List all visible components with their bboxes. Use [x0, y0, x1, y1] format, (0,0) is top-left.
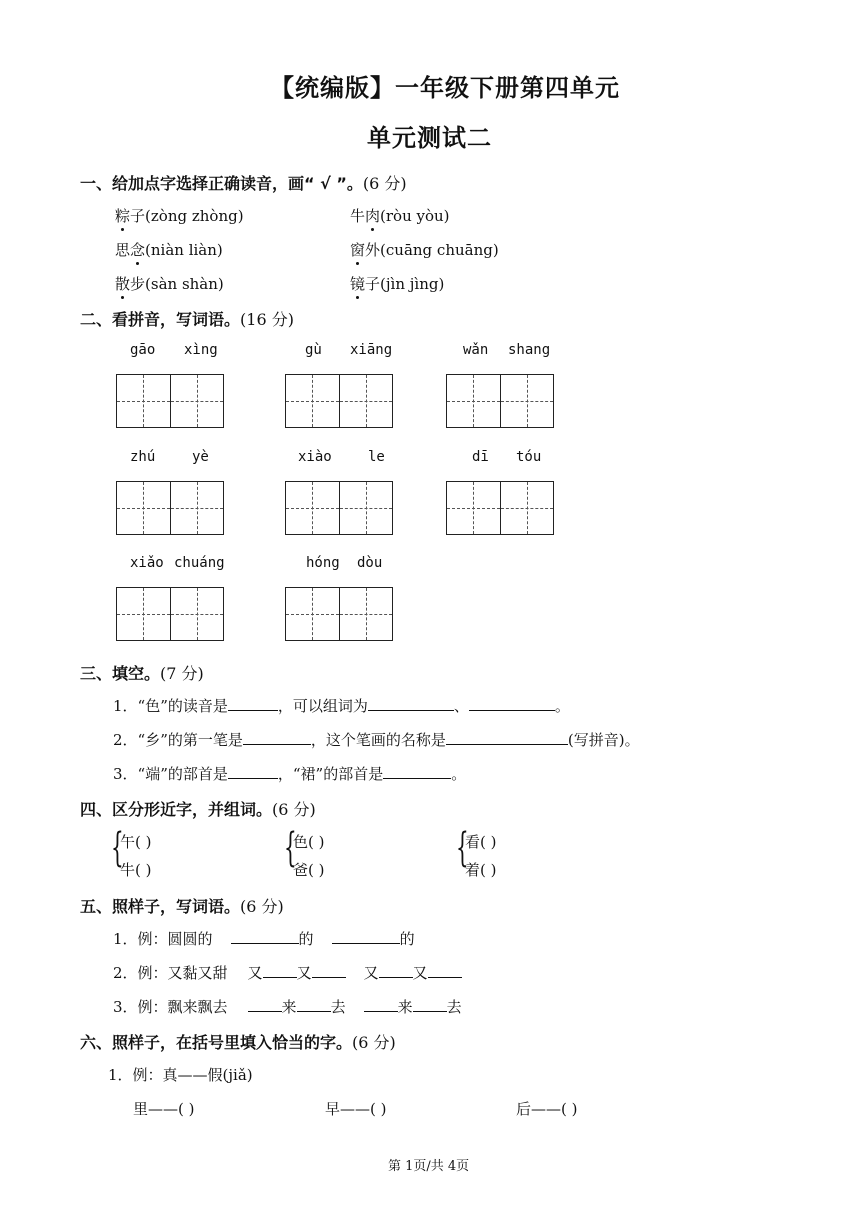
pair-item: 爸( ): [293, 861, 325, 879]
answer-blank[interactable]: [379, 962, 413, 978]
page-subtitle: 单元测试二: [367, 124, 492, 152]
answer-blank[interactable]: [368, 695, 454, 711]
answer-blank[interactable]: [263, 962, 297, 978]
answer-blank[interactable]: [297, 996, 331, 1012]
page-title: 【统编版】一年级下册第四单元: [270, 74, 620, 102]
tianzige-box[interactable]: [285, 587, 393, 641]
pinyin: yè: [192, 449, 209, 465]
brace-icon: {: [284, 825, 297, 871]
tianzige-box[interactable]: [285, 481, 393, 535]
pinyin: tóu: [516, 449, 542, 465]
brace-icon: {: [456, 825, 469, 871]
pinyin: xiāng: [350, 342, 393, 358]
tianzige-box[interactable]: [116, 374, 224, 428]
pinyin: dī: [472, 449, 489, 465]
answer-blank[interactable]: [243, 729, 311, 745]
tianzige-box[interactable]: [446, 481, 554, 535]
section-2-heading: 二、看拼音，写词语。(16 分): [80, 310, 294, 329]
fill-line-3: 3．“端”的部首是 ，“裙”的部首是 。: [113, 765, 467, 783]
page-number: 第 1页/共 4页: [388, 1159, 470, 1174]
answer-blank[interactable]: [364, 996, 398, 1012]
answer-blank[interactable]: [248, 996, 282, 1012]
pinyin: shang: [508, 342, 551, 358]
answer-blank[interactable]: [446, 729, 568, 745]
answer-blank[interactable]: [228, 695, 278, 711]
pinyin: le: [368, 449, 385, 465]
pair-item: 看( ): [465, 833, 497, 851]
section-5-heading: 五、照样子，写词语。(6 分): [80, 897, 284, 916]
pair-item: 牛( ): [120, 861, 152, 879]
tianzige-box[interactable]: [446, 374, 554, 428]
answer-blank[interactable]: [413, 996, 447, 1012]
pinyin: zhú: [130, 449, 156, 465]
example-line-1: 1．例：圆圆的 的 的: [113, 930, 415, 948]
pair-item: 午( ): [120, 833, 152, 851]
answer-blank[interactable]: [231, 928, 299, 944]
s6-item-1[interactable]: 里——( ): [133, 1100, 195, 1118]
s6-example: 1．例：真——假(jiǎ): [108, 1066, 253, 1084]
s6-item-2[interactable]: 早——( ): [325, 1100, 387, 1118]
section-6-heading: 六、照样子，在括号里填入恰当的字。(6 分): [80, 1033, 396, 1052]
pinyin: chuáng: [174, 555, 225, 571]
s1-item-6: 镜子(jìn jìng): [350, 275, 445, 293]
section-1-heading: 一、给加点字选择正确读音，画“ √ ”。(6 分): [80, 174, 407, 193]
answer-blank[interactable]: [228, 763, 278, 779]
pair-item: 色( ): [293, 833, 325, 851]
section-4-heading: 四、区分形近字，并组词。(6 分): [80, 800, 316, 819]
fill-line-2: 2．“乡”的第一笔是 ，这个笔画的名称是 (写拼音)。: [113, 731, 640, 749]
pinyin: xiǎo: [130, 555, 164, 571]
answer-blank[interactable]: [469, 695, 555, 711]
answer-blank[interactable]: [332, 928, 400, 944]
example-line-2: 2．例：又黏又甜 又 又 又 又: [113, 962, 462, 983]
s1-item-1: 粽子(zòng zhòng): [115, 207, 244, 225]
pinyin: gāo: [130, 342, 156, 358]
answer-blank[interactable]: [383, 763, 451, 779]
s6-item-3[interactable]: 后——( ): [516, 1100, 578, 1118]
pair-item: 着( ): [465, 861, 497, 879]
section-3-heading: 三、填空。(7 分): [80, 664, 204, 683]
fill-line-1: 1．“色”的读音是 ，可以组词为 、 。: [113, 697, 570, 715]
pinyin: gù: [305, 342, 322, 358]
s1-item-2: 牛肉(ròu yòu): [350, 207, 450, 225]
pinyin: xiào: [298, 449, 332, 465]
tianzige-box[interactable]: [285, 374, 393, 428]
brace-icon: {: [111, 825, 124, 871]
pinyin: wǎn: [463, 342, 489, 358]
tianzige-box[interactable]: [116, 587, 224, 641]
tianzige-box[interactable]: [116, 481, 224, 535]
example-line-3: 3．例：飘来飘去 来 去 来 去: [113, 998, 462, 1016]
pinyin: xìng: [184, 342, 218, 358]
pinyin: hóng: [306, 555, 340, 571]
s1-item-3: 思念(niàn liàn): [115, 241, 223, 259]
s1-item-5: 散步(sàn shàn): [115, 275, 224, 293]
pinyin: dòu: [357, 555, 383, 571]
answer-blank[interactable]: [428, 962, 462, 978]
answer-blank[interactable]: [312, 962, 346, 978]
s1-item-4: 窗外(cuāng chuāng): [350, 241, 499, 259]
